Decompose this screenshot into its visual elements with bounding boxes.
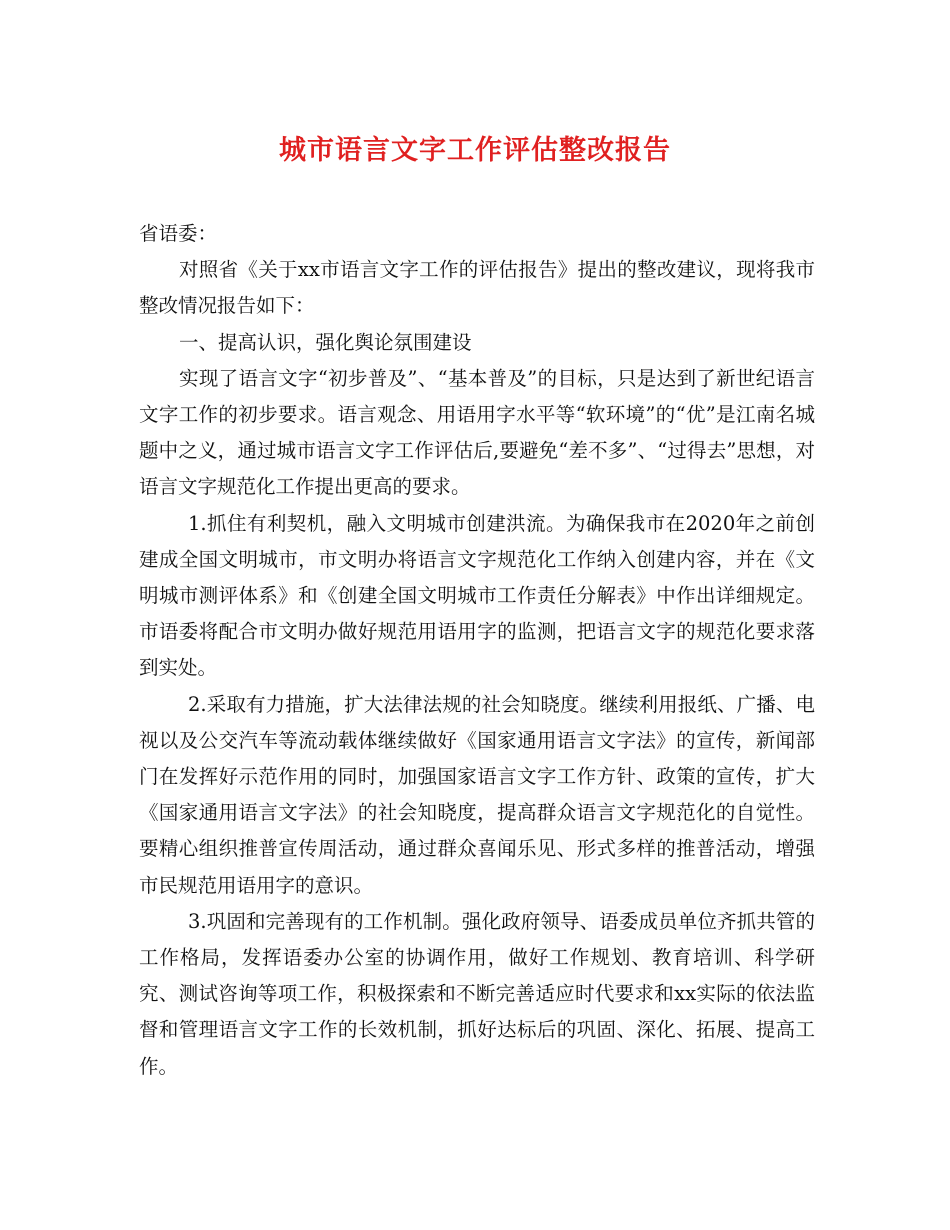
document-body xyxy=(139,216,815,1085)
document-title: 城市语言文字工作评估整改报告 xyxy=(279,135,671,166)
numbered-paragraph-1: 1.抓住有利契机，融入文明城市创建洪流。为确保我市在2020年之前创建成全国文明城市，市文明办将语言文字规范化工作纳入创建内容，并在《文明城市测评体系》和《创建全国文明城市工作责任分解表》中作出详细规定。市语委将配合市文明办做好规范用语用字的监测，把语言文字的规范化要求落到实处。 xyxy=(139,511,815,680)
body-paragraph: 实现了语言文字“初步普及”、“基本普及”的目标，只是达到了新世纪语言文字工作的初步要求。语言观念、用语用字水平等“软环境”的“优”是江南名城题中之义，通过城市语言文字工作评估后,要避免“差不多”、“过得去”思想，对语言文字规范化工作提出更高的要求。 xyxy=(139,366,815,499)
section-heading: 一、提高认识，强化舆论氛围建设 xyxy=(179,330,472,354)
numbered-paragraph-3: 3.巩固和完善现有的工作机制。强化政府领导、语委成员单位齐抓共管的工作格局，发挥语委办公室的协调作用，做好工作规划、教育培训、科学研究、测试咨询等项工作，积极探索和不断完善适应时代要求和xx实际的依法监督和管理语言文字工作的长效机制，抓好达标后的巩固、深化、拓展、提高工作。 xyxy=(139,909,815,1078)
salutation: 省语委： xyxy=(139,222,218,245)
intro-paragraph: 对照省《关于xx市语言文字工作的评估报告》提出的整改建议，现将我市整改情况报告如下： xyxy=(139,258,815,318)
numbered-paragraph-2: 2.采取有力措施，扩大法律法规的社会知晓度。继续利用报纸、广播、电视以及公交汽车等流动载体继续做好《国家通用语言文字法》的宣传，新闻部门在发挥好示范作用的同时，加强国家语言文字工作方针、政策的宣传，扩大《国家通用语言文字法》的社会知晓度，提高群众语言文字规范化的自觉性。要精心组织推普宣传周活动，通过群众喜闻乐见、形式多样的推普活动，增强市民规范用语用字的意识。 xyxy=(139,692,815,897)
